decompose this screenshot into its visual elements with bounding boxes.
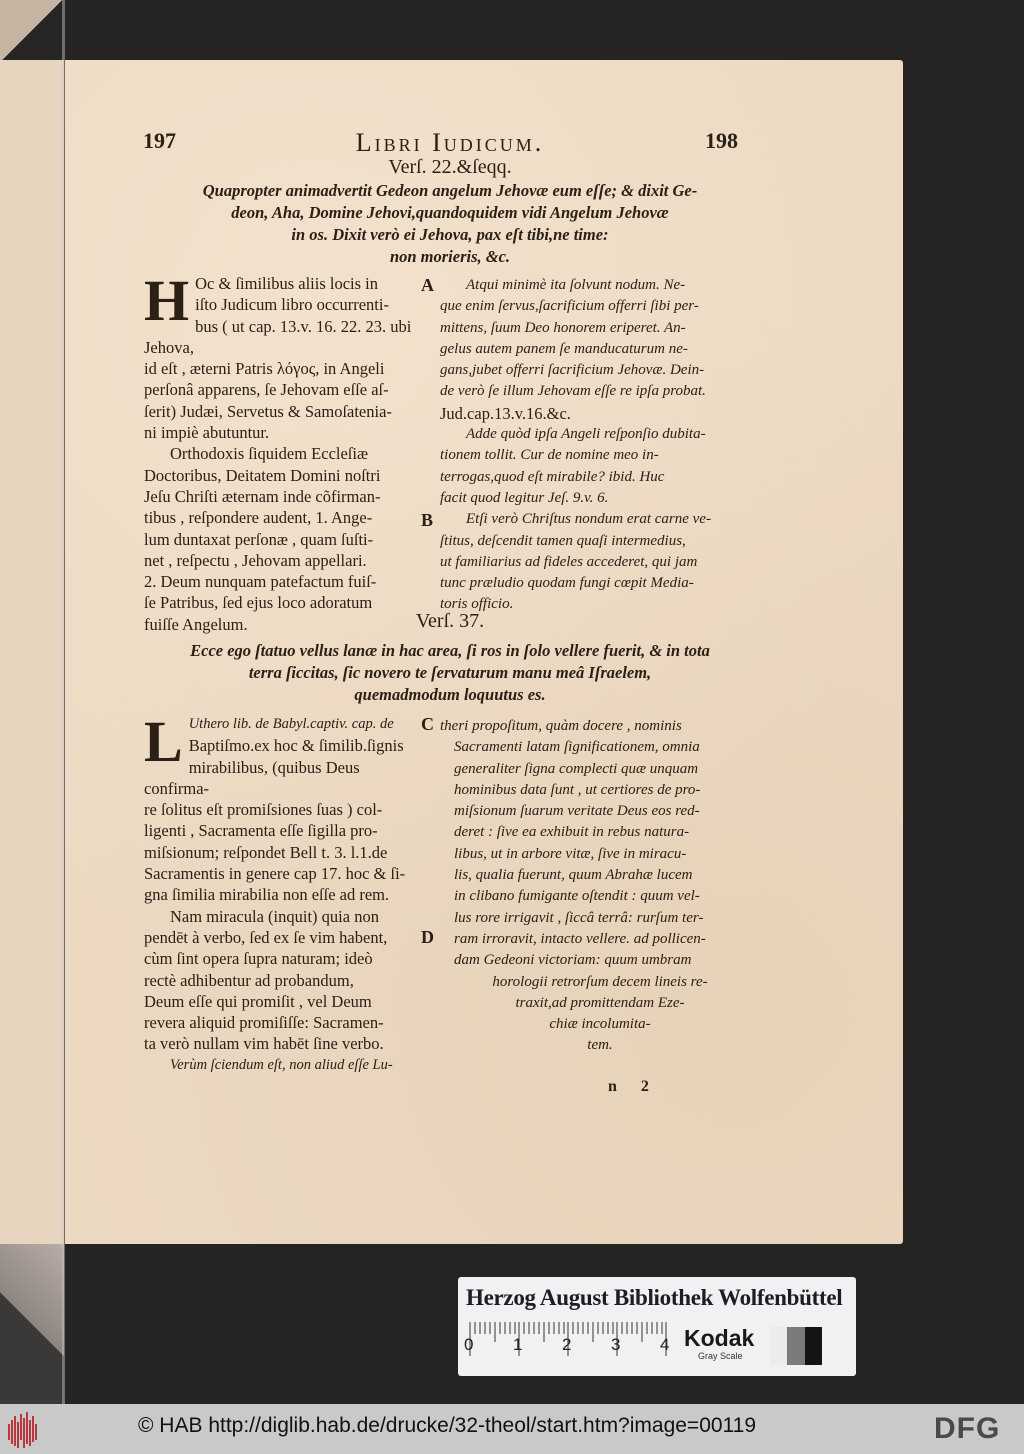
text-line: Nam miracula (inquit) quia non bbox=[170, 906, 379, 926]
text-line: tionem tollit. Cur de nomine meo in- bbox=[440, 447, 659, 464]
text-line: Jeſu Chriſti æternam inde cõfirman- bbox=[144, 486, 381, 506]
text-line: ſerit) Judæi, Servetus & Samoſatenia- bbox=[144, 401, 392, 421]
quote-line: terra ſiccitas, ſic novero te ſervaturum manu meâ Iſraelem, bbox=[248, 663, 652, 682]
quote-line: non morieris, &c. bbox=[389, 247, 511, 266]
quote-line: deon, Aha, Domine Jehovi,quandoquidem vidi Angelum Jehovæ bbox=[231, 203, 669, 222]
text-line: pendēt à verbo, ſed ex ſe vim habent, bbox=[144, 927, 388, 947]
signature-mark: n 2 bbox=[608, 1078, 659, 1095]
text-line: ni impiè abutuntur. bbox=[144, 423, 270, 443]
ruler-label: 0 bbox=[464, 1335, 474, 1354]
section2-left-column bbox=[144, 709, 424, 1076]
text-line: Deum eſſe qui promiſit , vel Deum bbox=[144, 991, 372, 1011]
text-line: tibus , reſpondere audent, 1. Ange- bbox=[144, 508, 373, 528]
text-line: de verò ſe illum Jehovam eſſe re ipſa probat. bbox=[440, 383, 706, 400]
adjacent-page-edge-bottom bbox=[0, 1244, 64, 1404]
text-line: rectè adhibentur ad probandum, bbox=[144, 970, 354, 990]
text-line: Uthero lib. de Babyl.captiv. cap. de bbox=[188, 716, 394, 732]
text-line: gans,jubet offerri ſacrificium Jehovæ. Dein- bbox=[440, 362, 705, 379]
drop-cap: H bbox=[144, 268, 190, 333]
ruler-label: 3 bbox=[611, 1335, 621, 1354]
text-line: ut familiarius ad fideles accederet, qui jam bbox=[440, 553, 698, 570]
text-line: theri propoſitum, quàm docere , nominis bbox=[440, 718, 682, 734]
copyright-url[interactable]: © HAB http://diglib.hab.de/drucke/32-theol/start.htm?image=00119 bbox=[138, 1414, 757, 1437]
right-page-number: 198 bbox=[705, 128, 738, 153]
text-line: libus, ut in arbore vitæ, ſive in miracu- bbox=[454, 845, 687, 862]
gray-patch-mid bbox=[787, 1327, 804, 1365]
section1-left-column bbox=[144, 268, 424, 635]
text-line: re ſolitus eſt promiſsiones ſuas ) col- bbox=[144, 800, 383, 820]
section2-quote bbox=[140, 640, 760, 706]
text-line: mirabilibus, (quibus Deus confirma- bbox=[144, 757, 360, 798]
text-line: ligenti , Sacramenta eſſe ſigilla pro- bbox=[144, 821, 378, 841]
text-line: generaliter ſigna complecti quæ unquam bbox=[454, 760, 699, 777]
text-line: iſto Judicum libro occurrenti- bbox=[195, 295, 389, 315]
text-line: Doctoribus, Deitatem Domini noſtri bbox=[144, 465, 381, 485]
text-line: lus rore irrigavit , ſiccâ terrâ: rurſum ter- bbox=[454, 909, 704, 926]
section2-right-column bbox=[440, 716, 760, 1057]
text-line: facit quod legitur Jeſ. 9.v. 6. bbox=[440, 489, 609, 506]
ruler-label: 2 bbox=[562, 1335, 572, 1354]
text-line: Adde quòd ipſa Angeli reſponſio dubita- bbox=[466, 426, 706, 443]
text-line: deret : ſive ea exhibuit in rebus natura- bbox=[454, 824, 690, 841]
institution-name: Herzog August Bibliothek Wolfenbüttel bbox=[466, 1285, 843, 1310]
adjacent-page-edge bbox=[0, 60, 64, 1244]
text-line: traxit,ad promittendam Eze- bbox=[515, 994, 685, 1011]
quote-line: quemadmodum loquutus es. bbox=[354, 685, 546, 704]
text-line: in clibano fumigante oſtendit : quum vel- bbox=[454, 888, 700, 905]
gray-patch-dark bbox=[805, 1327, 822, 1365]
text-line: perſonâ apparens, ſe Jehovam eſſe aſ- bbox=[144, 380, 389, 400]
margin-letter-a: A bbox=[421, 275, 434, 295]
section1-quote bbox=[140, 180, 760, 268]
text-line: Etſi verò Chriſtus nondum erat carne ve- bbox=[466, 511, 711, 528]
text-line: Orthodoxis ſiquidem Eccleſiæ bbox=[170, 444, 368, 464]
left-page-number: 197 bbox=[143, 128, 176, 153]
ruler-label: 1 bbox=[513, 1335, 523, 1354]
text-line: gelus autem panem ſe manducaturum ne- bbox=[440, 340, 688, 357]
text-line: lum duntaxat perſonæ , quam ſuſti- bbox=[144, 529, 374, 549]
text-line: net , reſpectu , Jehovam appellari. bbox=[144, 550, 367, 570]
text-line: ta verò nullam vim habēt ſine verbo. bbox=[144, 1034, 384, 1054]
quote-line: in os. Dixit verò ei Jehova, pax eſt tibi,ne time: bbox=[291, 225, 609, 244]
text-line: dam Gedeoni victoriam: quum umbram bbox=[454, 952, 692, 969]
text-line: ſe Patribus, ſed ejus loco adoratum bbox=[144, 593, 373, 613]
kodak-logo: Kodak bbox=[684, 1325, 755, 1351]
drop-cap: L bbox=[144, 709, 183, 774]
text-line: miſsionum ſuarum veritate Deus eos red- bbox=[454, 803, 700, 820]
text-line: id eſt , æterni Patris λόγος, in Angeli bbox=[144, 359, 385, 379]
text-line: que enim ſervus,ſacrificium offerri ſibi per- bbox=[440, 298, 699, 315]
text-line: tem. bbox=[587, 1037, 613, 1054]
ruler-label: 4 bbox=[660, 1335, 670, 1354]
text-line: miſsionum; reſpondet Bell t. 3. l.1.de bbox=[144, 842, 388, 862]
running-title: Libri Iudicum. bbox=[355, 128, 545, 157]
footer-bar bbox=[0, 1404, 1024, 1454]
text-line: fuiſſe Angelum. bbox=[144, 614, 248, 634]
text-line: mittens, ſuum Deo honorem eriperet. An- bbox=[440, 319, 686, 336]
gray-patch-light bbox=[770, 1327, 787, 1365]
text-line: horologii retrorſum decem lineis re- bbox=[492, 973, 708, 990]
text-line: bus ( ut cap. 13.v. 16. 22. 23. ubi Jehova, bbox=[144, 316, 412, 357]
text-line: Sacramenti latam ſignificationem, omnia bbox=[454, 739, 700, 756]
dfg-logo: DFG bbox=[934, 1412, 1001, 1445]
text-line: hominibus data ſunt , ut certiores de pro- bbox=[454, 781, 701, 798]
text-line: 2. Deum nunquam patefactum fuiſ- bbox=[144, 572, 377, 592]
text-line: chiæ incolumita- bbox=[549, 1016, 651, 1033]
margin-letter-d: D bbox=[421, 927, 434, 947]
text-line: cùm ſint opera ſupra naturam; ideò bbox=[144, 949, 373, 969]
adjacent-page-edge-top bbox=[0, 0, 64, 60]
text-line: revera aliquid promiſiſſe: Sacramen- bbox=[144, 1013, 384, 1033]
section1-heading: Verſ. 22.&ſeqq. bbox=[388, 156, 512, 178]
text-line: Baptiſmo.ex hoc & ſimilib.ſignis bbox=[188, 736, 404, 756]
gray-scale-patches bbox=[770, 1327, 822, 1365]
text-line: Sacramentis in genere cap 17. hoc & ſi- bbox=[144, 864, 406, 884]
text-line: Atqui minimè ita ſolvunt nodum. Ne- bbox=[466, 277, 686, 293]
text-line: toris officio. bbox=[440, 596, 514, 613]
quote-line: Ecce ego ſtatuo vellus lanæ in hac area, ſi ros in ſolo vellere fuerit, & in tota bbox=[190, 641, 710, 660]
text-line: terrogas,quod eſt mirabile? ibid. Huc bbox=[440, 468, 665, 485]
section1-right-column bbox=[440, 275, 760, 616]
kodak-subtitle: Gray Scale bbox=[698, 1351, 743, 1361]
text-line: gna ſimilia mirabilia non eſſe ad rem. bbox=[144, 885, 390, 905]
text-line: Oc & ſimilibus aliis locis in bbox=[195, 274, 378, 293]
quote-line: Quapropter animadvertit Gedeon angelum Jehovæ eum eſſe; & dixit Ge- bbox=[202, 181, 698, 200]
text-line: Verùm ſciendum eſt, non aliud eſſe Lu- bbox=[170, 1056, 393, 1073]
text-line: ram irroravit, intacto vellere. ad pollicen- bbox=[454, 930, 706, 947]
margin-letter-b: B bbox=[421, 510, 434, 530]
text-line: ſtitus, deſcendit tamen quaſi intermedius, bbox=[440, 532, 686, 549]
section2-heading: Verſ. 37. bbox=[415, 610, 485, 632]
text-line: tunc præludio quodam fungi cœpit Media- bbox=[440, 575, 694, 592]
hab-logo-icon bbox=[6, 1410, 40, 1450]
color-calibration-card bbox=[458, 1277, 856, 1376]
margin-letter-c: C bbox=[421, 714, 434, 734]
text-line: Jud.cap.13.v.16.&c. bbox=[440, 403, 571, 423]
text-line: lis, qualia fuerunt, quum Abrahæ lucem bbox=[454, 867, 693, 884]
